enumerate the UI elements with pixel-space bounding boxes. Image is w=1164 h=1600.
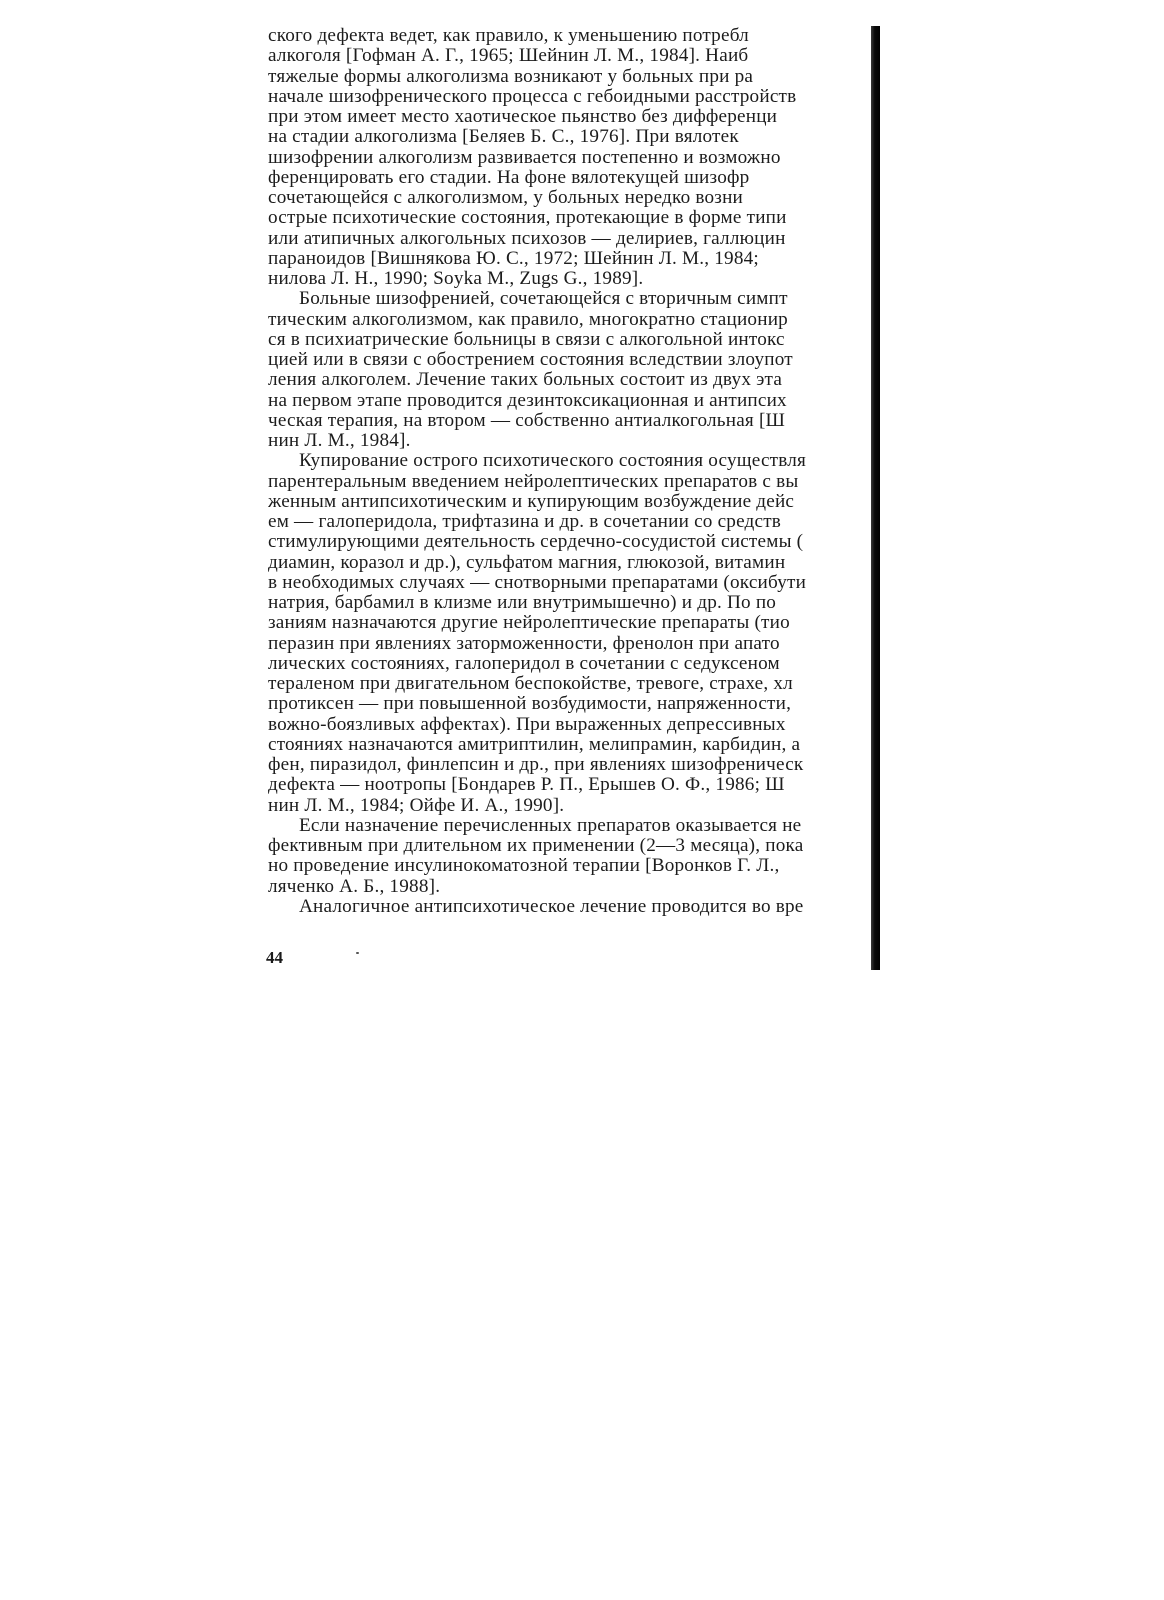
text-line: ления алкоголем. Лечение таких больных состоит из двух эта <box>268 369 783 391</box>
paragraph-5 <box>268 897 871 917</box>
text-line: лических состояниях, галоперидол в сочетании с седуксеном <box>268 652 780 674</box>
text-line: на стадии алкоголизма [Беляев Б. С., 1976]. При вялотек <box>268 126 739 148</box>
text-line: дефекта — ноотропы [Бондарев Р. П., Ерышев О. Ф., 1986; Ш <box>268 774 785 796</box>
text-line: стимулирующими деятельность сердечно-сосудистой системы ( <box>268 531 804 553</box>
text-line: цией или в связи с обострением состояния вследствии злоупот <box>268 349 793 370</box>
text-line: нин Л. М., 1984]. <box>268 430 411 451</box>
paragraph-2 <box>268 289 871 451</box>
text-line: алкоголя [Гофман А. Г., 1965; Шейнин Л. М., 1984]. Наиб <box>268 45 749 67</box>
text-line: ского дефекта ведет, как правило, к уменьшению потребл <box>268 26 749 46</box>
text-line: но проведение инсулинокоматозной терапии [Воронков Г. Л., <box>268 855 780 877</box>
page-number: 44 <box>266 948 283 967</box>
text-line: Купирование острого психотического состояния осуществля <box>299 450 807 472</box>
text-line: шизофрении алкоголизм развивается постепенно и возможно <box>268 146 781 168</box>
text-line: Если назначение перечисленных препаратов оказывается не <box>299 814 802 836</box>
text-line: ся в психиатрические больницы в связи с алкогольной интокс <box>268 328 785 350</box>
text-line: перазин при явлениях заторможенности, френолон при апато <box>268 632 780 654</box>
text-line: вожно-боязливых аффектах). При выраженных депрессивных <box>268 713 786 735</box>
text-line: фен, пиразидол, финлепсин и др., при явлениях шизофреническ <box>268 754 804 775</box>
scan-speck <box>356 952 359 954</box>
text-line: сочетающейся с алкоголизмом, у больных нередко возни <box>268 187 744 208</box>
text-line: в необходимых случаях — снотворными препаратами (оксибути <box>268 571 807 593</box>
text-line: Аналогичное антипсихотическое лечение проводится во вре <box>299 895 804 917</box>
text-line: тическим алкоголизмом, как правило, многократно стационир <box>268 308 788 330</box>
text-line: при этом имеет место хаотическое пьянство без дифференци <box>268 106 778 127</box>
text-line: женным антипсихотическим и купирующим возбуждение дейс <box>268 490 795 512</box>
text-line: начале шизофренического процесса с гебоидными расстройств <box>268 85 797 107</box>
text-line: фективным при длительном их применении (2—3 месяца), пока <box>268 835 804 856</box>
text-line: тераленом при двигательном беспокойстве, тревоге, страхе, хл <box>268 673 793 694</box>
paragraph-4 <box>268 816 871 897</box>
text-line: острые психотические состояния, протекающие в форме типи <box>268 207 787 229</box>
text-line: заниям назначаются другие нейролептические препараты (тио <box>268 612 790 634</box>
text-line: ференцировать его стадии. На фоне вялотекущей шизофр <box>268 166 750 188</box>
text-line: стояниях назначаются амитриптилин, мелипрамин, карбидин, а <box>268 733 801 755</box>
text-line: тяжелые формы алкоголизма возникают у больных при ра <box>268 65 754 87</box>
scan-binding-edge <box>871 26 880 970</box>
text-line: параноидов [Вишнякова Ю. С., 1972; Шейнин Л. М., 1984; <box>268 247 759 269</box>
page-text-block <box>268 26 871 917</box>
text-line: нин Л. М., 1984; Ойфе И. А., 1990]. <box>268 794 565 816</box>
text-line: ческая терапия, на втором — собственно антиалкогольная [Ш <box>268 409 786 431</box>
text-line: протиксен — при повышенной возбудимости, напряженности, <box>268 693 792 715</box>
text-line: ем — галоперидола, трифтазина и др. в сочетании со средств <box>268 511 782 532</box>
text-line: диамин, коразол и др.), сульфатом магния, глюкозой, витамин <box>268 551 786 573</box>
paragraph-1 <box>268 26 871 289</box>
paragraph-3 <box>268 451 871 816</box>
text-line: Больные шизофренией, сочетающейся с вторичным симпт <box>299 288 788 310</box>
text-line: нилова Л. Н., 1990; Soyka M., Zugs G., 1989]. <box>268 268 644 289</box>
text-line: на первом этапе проводится дезинтоксикационная и антипсих <box>268 389 787 411</box>
text-line: парентеральным введением нейролептических препаратов с вы <box>268 470 799 492</box>
text-line: ляченко А. Б., 1988]. <box>268 875 441 897</box>
text-line: натрия, барбамил в клизме или внутримышечно) и др. По по <box>268 592 777 613</box>
text-line: или атипичных алкогольных психозов — делириев, галлюцин <box>268 227 786 249</box>
